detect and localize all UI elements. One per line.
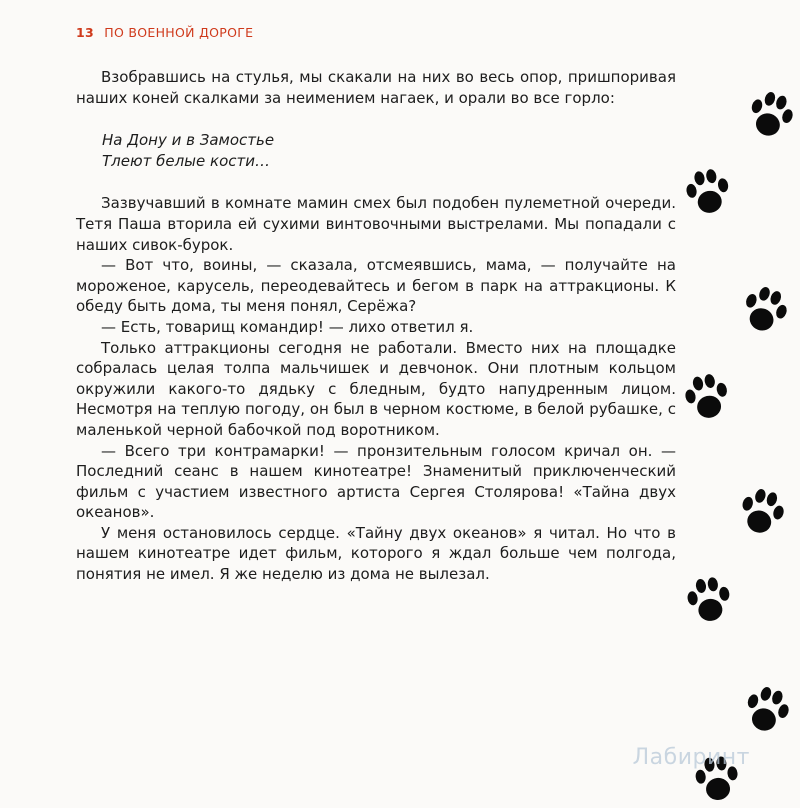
paw-print-icon: [731, 479, 794, 545]
page-number: 13: [76, 25, 94, 40]
paw-print-icon: [677, 365, 737, 428]
paw-print-icon: [679, 161, 738, 223]
watermark: Лабиринт: [632, 745, 750, 770]
running-header: [76, 25, 253, 40]
paragraph-3: — Вот что, воины, — сказала, отсмеявшись, мама, — получайте на мороженое, карусель, переодевайтесь и бегом в парк на аттракционы. К обеду быть дома, ты меня понял, Серёжа?: [76, 256, 676, 316]
paragraph-6: — Всего три контрамарки! — пронзительным голосом кричал он. — Последний сеанс в нашем кинотеатре! Знаменитый приключенческий фильм с участием известного артиста Сергея Столярова! «Тайна двух океанов».: [76, 441, 676, 522]
verse: [102, 130, 676, 171]
verse-line-1: На Дону и в Замостье: [102, 131, 275, 150]
paragraph-5: Только аттракционы сегодня не работали. Вместо них на площадке собралась целая толпа мальчишек и девчонок. Они плотным кольцом окружили какого-то дядьку с бледным, будто напудренным лицом. Несмотря на теплую погоду, он был в черном костюме, в белой рубашке, с маленькой черной бабочкой под воротником.: [76, 338, 676, 439]
verse-line-2: Тлеют белые кости…: [102, 151, 270, 170]
paragraph-2: Зазвучавший в комнате мамин смех был подобен пулеметной очереди. Тетя Паша вторила ей сухими винтовочными выстрелами. Мы попадали с наших сивок-бурок.: [76, 194, 676, 254]
paragraph-4: — Есть, товарищ командир! — лихо ответил я.: [101, 317, 474, 336]
body-text: [76, 67, 676, 585]
paw-print-icon: [680, 570, 737, 630]
paragraph-1: Взобравшись на стулья, мы скакали на них во весь опор, пришпоривая наших коней скалками за неимением нагаек, и орали во все горло:: [76, 68, 676, 107]
paw-print-icon: [732, 276, 797, 344]
paw-print-icon: [739, 82, 800, 149]
paw-print-icon: [735, 677, 799, 744]
paragraph-7: У меня остановилось сердце. «Тайну двух океанов» я читал. Но что в нашем кинотеатре идет фильм, которого я ждал больше чем полгода, понятия не имел. Я же неделю из дома не вылезал.: [76, 523, 676, 584]
running-title: ПО ВОЕННОЙ ДОРОГЕ: [104, 25, 254, 40]
